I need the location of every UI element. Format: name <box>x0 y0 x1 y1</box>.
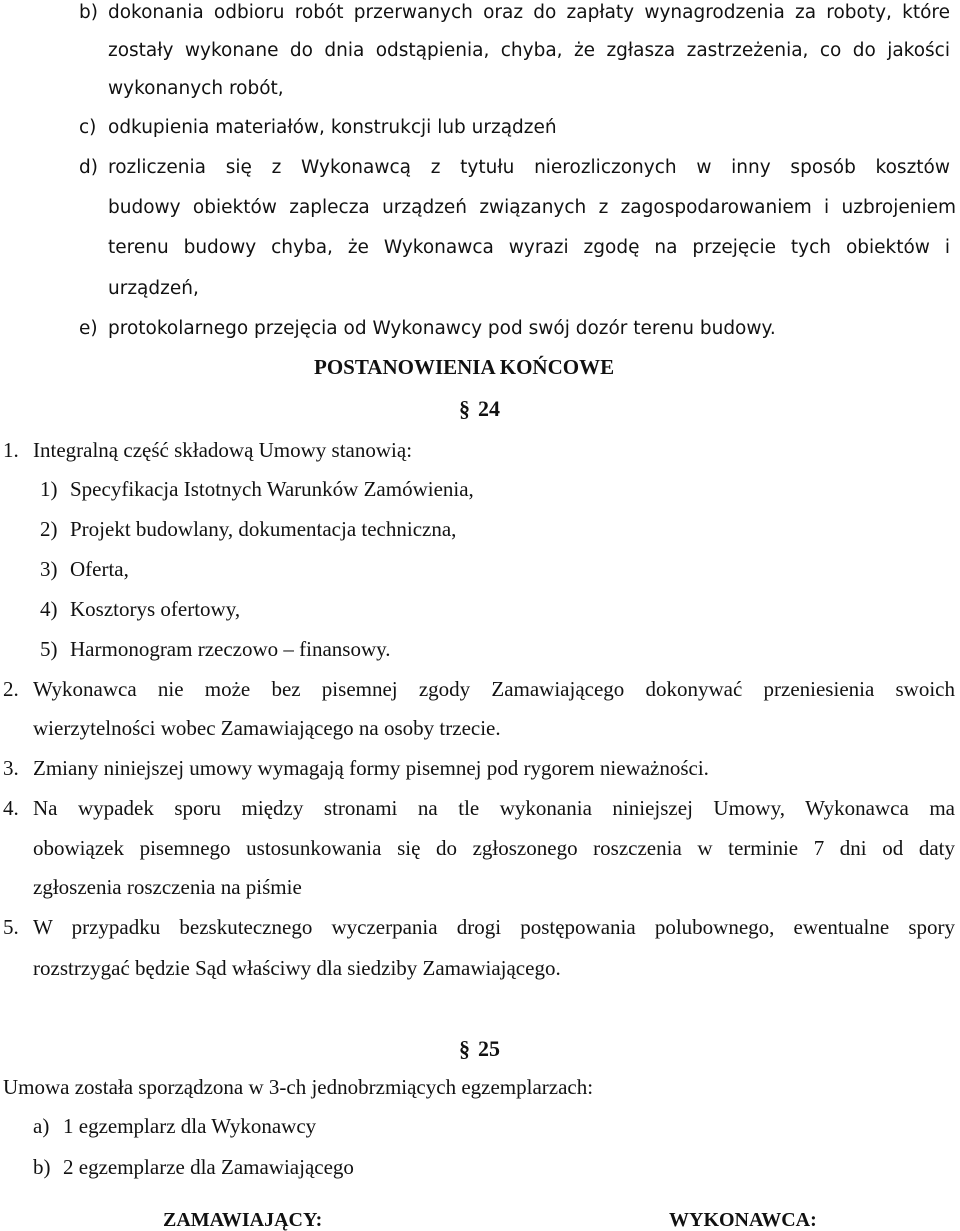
paragraph-4-line3: zgłoszenia roszczenia na piśmie <box>33 875 302 899</box>
list-marker-c: c) <box>79 117 97 138</box>
copies-item-a: 1 egzemplarz dla Wykonawcy <box>63 1114 317 1138</box>
paragraph-4-marker: 4. <box>3 796 19 820</box>
list-item-b-line1: dokonania odbioru robót przerwanych oraz do zapłaty wynagrodzenia za roboty, które <box>108 2 950 23</box>
paragraph-5-line2: rozstrzygać będzie Sąd właściwy dla siedziby Zamawiającego. <box>33 956 561 980</box>
copies-marker-a: a) <box>33 1114 50 1138</box>
paragraph-1-intro: Integralną część składową Umowy stanowią: <box>33 438 413 462</box>
paragraph-1-marker: 1. <box>3 438 19 462</box>
list-item-d-line3: terenu budowy chyba, że Wykonawca wyrazi zgodę na przejęcie tych obiektów i <box>108 237 950 258</box>
section-number-24: 24 <box>478 396 500 421</box>
section-symbol-24: § <box>459 396 470 421</box>
section-heading: POSTANOWIENIA KOŃCOWE <box>314 355 615 379</box>
annex-item-marker: 2) <box>40 517 58 541</box>
list-item-d-line1: rozliczenia się z Wykonawcą z tytułu nierozliczonych w inny sposób kosztów <box>108 157 950 178</box>
annex-item-marker: 5) <box>40 637 58 661</box>
copies-intro: Umowa została sporządzona w 3-ch jednobrzmiących egzemplarzach: <box>3 1075 594 1099</box>
annex-item-marker: 1) <box>40 477 58 501</box>
annex-item-marker: 4) <box>40 597 58 621</box>
section-symbol-25: § <box>459 1036 470 1061</box>
list-item-e: protokolarnego przejęcia od Wykonawcy pod swój dozór terenu budowy. <box>108 318 776 339</box>
list-item-b-line2: zostały wykonane do dnia odstąpienia, chyba, że zgłasza zastrzeżenia, co do jakości <box>108 40 950 61</box>
copies-marker-b: b) <box>33 1155 51 1179</box>
list-item-d-line4: urządzeń, <box>108 278 199 299</box>
annex-item-marker: 3) <box>40 557 58 581</box>
paragraph-4-line2: obowiązek pisemnego ustosunkowania się do zgłoszonego roszczenia w terminie 7 dni od daty <box>33 836 955 860</box>
annex-item-text: Oferta, <box>70 557 129 581</box>
section-number-25: 25 <box>478 1036 500 1061</box>
paragraph-5-line1: W przypadku bezskutecznego wyczerpania drogi postępowania polubownego, ewentualne spory <box>33 915 955 939</box>
paragraph-2-marker: 2. <box>3 677 19 701</box>
copies-item-b: 2 egzemplarze dla Zamawiającego <box>63 1155 354 1179</box>
list-marker-e: e) <box>79 318 98 339</box>
list-marker-d: d) <box>79 157 98 178</box>
annex-item-text: Specyfikacja Istotnych Warunków Zamówienia, <box>70 477 474 501</box>
paragraph-2-line2: wierzytelności wobec Zamawiającego na osoby trzecie. <box>33 716 501 740</box>
annex-item-text: Harmonogram rzeczowo – finansowy. <box>70 637 391 661</box>
paragraph-4-line1: Na wypadek sporu między stronami na tle wykonania niniejszej Umowy, Wykonawca ma <box>33 796 955 820</box>
paragraph-3-marker: 3. <box>3 756 19 780</box>
signature-label-employer: ZAMAWIAJĄCY: <box>163 1209 323 1231</box>
annex-item-text: Projekt budowlany, dokumentacja techniczna, <box>70 517 457 541</box>
list-item-d-line2: budowy obiektów zaplecza urządzeń związanych z zagospodarowaniem i uzbrojeniem <box>108 197 956 218</box>
annex-item-text: Kosztorys ofertowy, <box>70 597 241 621</box>
list-marker-b: b) <box>79 2 98 23</box>
signature-label-contractor: WYKONAWCA: <box>669 1209 817 1231</box>
paragraph-3-text: Zmiany niniejszej umowy wymagają formy pisemnej pod rygorem nieważności. <box>33 756 709 780</box>
list-item-b-line3: wykonanych robót, <box>108 78 284 99</box>
paragraph-2-line1: Wykonawca nie może bez pisemnej zgody Zamawiającego dokonywać przeniesienia swoich <box>33 677 955 701</box>
list-item-c: odkupienia materiałów, konstrukcji lub urządzeń <box>108 117 557 138</box>
paragraph-5-marker: 5. <box>3 915 19 939</box>
